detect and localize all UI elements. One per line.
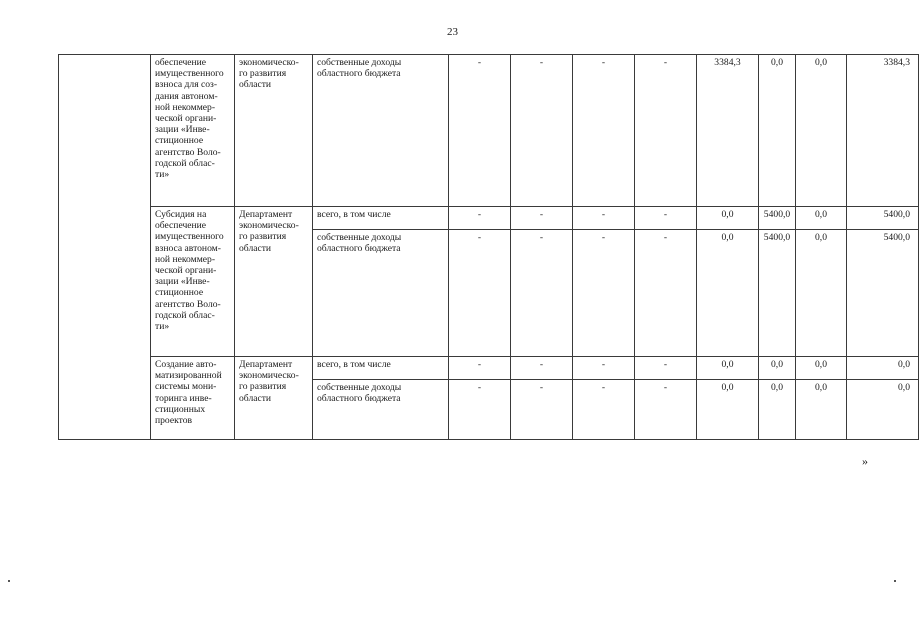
table-row <box>59 55 919 207</box>
table-row <box>59 207 919 230</box>
value-cell: - <box>511 207 573 230</box>
value-cell: - <box>635 55 697 207</box>
budget-table <box>58 54 919 440</box>
executor-cell: Департамент экономическо- го развития области <box>235 207 313 357</box>
scan-mark-right <box>894 580 896 582</box>
value-cell: - <box>511 357 573 380</box>
value-cell: - <box>449 380 511 440</box>
value-cell: - <box>449 230 511 357</box>
value-cell: 0,0 <box>796 357 847 380</box>
value-cell: 0,0 <box>697 357 759 380</box>
value-cell: - <box>449 55 511 207</box>
value-cell: - <box>573 55 635 207</box>
funding-source-cell: собственные доходы областного бюджета <box>313 380 449 440</box>
value-cell: 5400,0 <box>847 207 919 230</box>
value-cell: - <box>511 380 573 440</box>
value-cell: - <box>573 207 635 230</box>
value-cell: 0,0 <box>759 357 796 380</box>
executor-cell: Департамент экономическо- го развития области <box>235 357 313 440</box>
value-cell: - <box>635 380 697 440</box>
value-cell: - <box>511 230 573 357</box>
value-cell: - <box>635 207 697 230</box>
value-cell: - <box>573 380 635 440</box>
value-cell: 0,0 <box>847 380 919 440</box>
funding-source-cell: собственные доходы областного бюджета <box>313 55 449 207</box>
value-cell: 5400,0 <box>847 230 919 357</box>
funding-source-cell: всего, в том числе <box>313 357 449 380</box>
value-cell: 0,0 <box>796 207 847 230</box>
value-cell: - <box>635 230 697 357</box>
funding-source-cell: всего, в том числе <box>313 207 449 230</box>
page-number: 23 <box>447 26 458 38</box>
value-cell: 0,0 <box>697 207 759 230</box>
table-row <box>59 357 919 380</box>
value-cell: 0,0 <box>796 55 847 207</box>
value-cell: - <box>449 207 511 230</box>
value-cell: 5400,0 <box>759 207 796 230</box>
value-cell: 0,0 <box>697 380 759 440</box>
measure-name-cell: Субсидия на обеспечение имущественного взноса автоном- ной некоммер- ческой органи- зации «Инве- стиционное агентство Воло- годской облас- ти» <box>151 207 235 357</box>
value-cell: 3384,3 <box>697 55 759 207</box>
value-cell: - <box>573 357 635 380</box>
value-cell: 0,0 <box>796 230 847 357</box>
value-cell: 0,0 <box>697 230 759 357</box>
value-cell: 0,0 <box>759 380 796 440</box>
value-cell: 0,0 <box>847 357 919 380</box>
value-cell: - <box>573 230 635 357</box>
scan-mark-left <box>8 580 10 582</box>
funding-source-cell: собственные доходы областного бюджета <box>313 230 449 357</box>
closing-quote: » <box>862 454 868 468</box>
value-cell: - <box>449 357 511 380</box>
value-cell: - <box>635 357 697 380</box>
value-cell: - <box>511 55 573 207</box>
value-cell: 5400,0 <box>759 230 796 357</box>
value-cell: 0,0 <box>796 380 847 440</box>
value-cell: 0,0 <box>759 55 796 207</box>
value-cell: 3384,3 <box>847 55 919 207</box>
measure-name-cell: Создание авто- матизированной системы мони- торинга инве- стиционных проектов <box>151 357 235 440</box>
executor-cell: экономическо- го развития области <box>235 55 313 207</box>
empty-program-cell <box>59 55 151 440</box>
measure-name-cell: обеспечение имущественного взноса для соз- дания автоном- ной некоммер- ческой органи- зации «Инве- стиционное агентство Воло- годской облас- ти» <box>151 55 235 207</box>
